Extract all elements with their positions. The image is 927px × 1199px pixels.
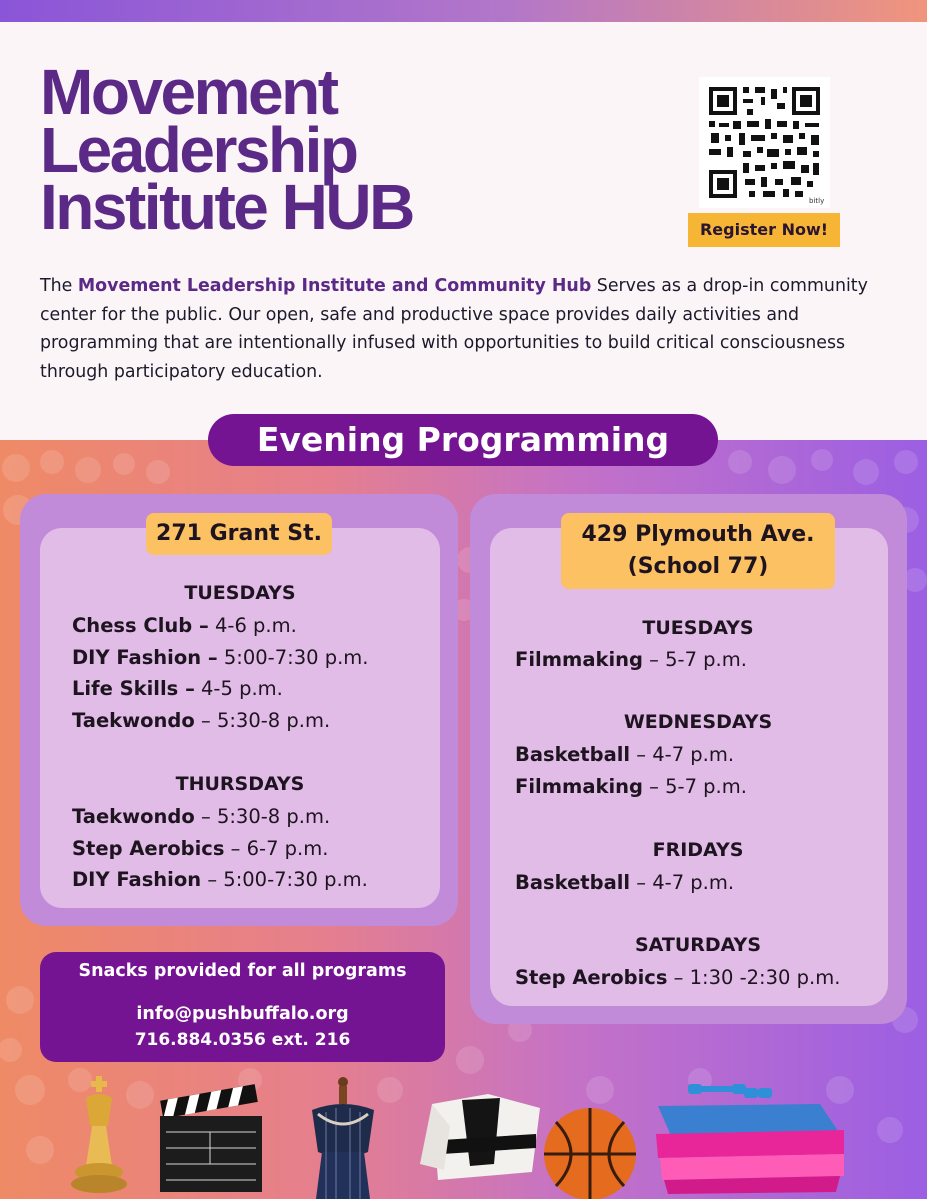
taekwondo-uniform-icon — [420, 1094, 540, 1180]
activity-name: Filmmaking — [515, 775, 643, 798]
right-schedule-row — [515, 871, 734, 894]
right-schedule-row — [515, 743, 734, 766]
activity-time: – 6-7 p.m. — [224, 837, 329, 860]
right-location-name-line-2: (School 77) — [627, 554, 769, 579]
left-day-thursdays: THURSDAYS — [175, 773, 305, 795]
right-schedule-row — [515, 648, 747, 671]
activity-name: Taekwondo — [72, 709, 195, 732]
activity-name: Step Aerobics — [72, 837, 225, 860]
intro-highlight: Movement Leadership Institute and Community Hub — [77, 276, 592, 296]
left-schedule-row — [72, 805, 330, 828]
left-schedule-row — [72, 646, 368, 669]
activity-name: Chess Club – — [72, 614, 209, 637]
activity-time: – 4-7 p.m. — [630, 743, 735, 766]
dress-form-icon — [312, 1077, 374, 1199]
right-location-name-line-1: 429 Plymouth Ave. — [581, 522, 815, 547]
left-schedule-row — [72, 868, 368, 891]
right-day-saturdays: SATURDAYS — [634, 934, 762, 956]
title-line-3: Institute HUB — [40, 171, 413, 244]
contact-box — [40, 952, 445, 1062]
intro-prefix: The — [40, 276, 78, 296]
qr-code[interactable] — [699, 77, 830, 208]
activity-time: – 5:30-8 p.m. — [194, 709, 331, 732]
activity-name: Step Aerobics — [515, 966, 668, 989]
activity-name: Basketball — [515, 743, 631, 766]
left-schedule-row — [72, 614, 297, 637]
section-title: Evening Programming — [208, 414, 718, 466]
activity-time: – 5:30-8 p.m. — [194, 805, 331, 828]
qr-caption: bitly — [809, 197, 825, 205]
title-line-2: Leadership — [40, 113, 357, 186]
right-schedule-row — [515, 775, 747, 798]
activity-name: DIY Fashion – — [72, 646, 218, 669]
activity-time: – 5-7 p.m. — [642, 775, 747, 798]
clapperboard-icon — [160, 1084, 262, 1192]
activity-time: – 1:30 -2:30 p.m. — [667, 966, 841, 989]
activity-time: 4-6 p.m. — [208, 614, 297, 637]
snacks-note: Snacks provided for all programs — [78, 961, 407, 981]
left-schedule-row — [72, 709, 330, 732]
top-gradient-bar — [0, 0, 927, 22]
right-day-wednesdays: WEDNESDAYS — [623, 711, 773, 733]
activity-time: 5:00-7:30 p.m. — [217, 646, 369, 669]
activity-name: Basketball — [515, 871, 631, 894]
right-location-name — [561, 513, 835, 589]
activity-time: – 4-7 p.m. — [630, 871, 735, 894]
activity-name: DIY Fashion — [72, 868, 202, 891]
activity-time: 4-5 p.m. — [194, 677, 283, 700]
activity-illustrations — [0, 1068, 927, 1199]
intro-paragraph — [40, 272, 900, 386]
qr-code-icon — [699, 77, 830, 208]
basketball-icon — [544, 1108, 636, 1199]
register-now-button[interactable]: Register Now! — [688, 213, 840, 247]
activity-time: – 5:00-7:30 p.m. — [201, 868, 368, 891]
chess-king-icon — [71, 1076, 127, 1193]
activity-name: Filmmaking — [515, 648, 643, 671]
left-schedule-row — [72, 677, 283, 700]
activity-time: – 5-7 p.m. — [642, 648, 747, 671]
left-day-tuesdays: TUESDAYS — [184, 582, 296, 604]
right-day-tuesdays: TUESDAYS — [642, 617, 754, 639]
right-day-fridays: FRIDAYS — [652, 839, 744, 861]
step-platform-icon — [656, 1084, 844, 1194]
activity-name: Taekwondo — [72, 805, 195, 828]
left-location-name: 271 Grant St. — [146, 513, 332, 555]
contact-phone: 716.884.0356 ext. 216 — [134, 1030, 351, 1050]
activity-name: Life Skills – — [72, 677, 195, 700]
page-title — [40, 56, 413, 244]
title-line-1: Movement — [40, 56, 337, 128]
contact-email-link[interactable]: info@pushbuffalo.org — [136, 1004, 349, 1024]
left-schedule-row — [72, 837, 328, 860]
right-schedule-row — [515, 966, 840, 989]
intro-body: Serves as a drop-in community center for the public. Our open, safe and productive space provides daily activities and programming that are intentionally infused with opportunities to build critical consciousness through participatory education. — [40, 276, 868, 382]
